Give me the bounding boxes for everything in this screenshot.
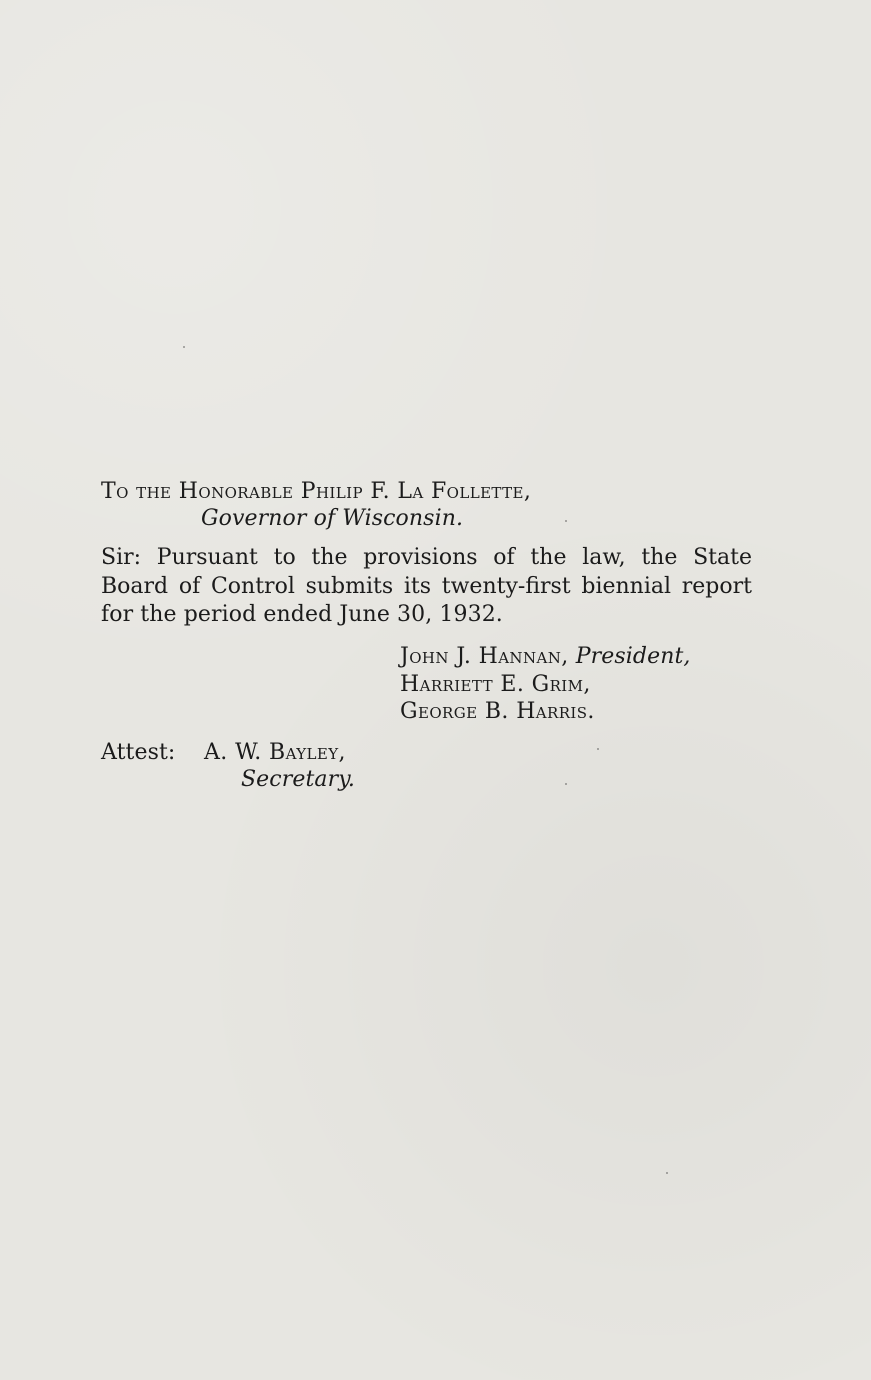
paper-speck [565, 520, 567, 522]
signatory-1-name: John J. Hannan, [400, 644, 569, 669]
address-line-1: To the Honorable Philip F. La Follette, [101, 479, 532, 504]
paper-speck [666, 1172, 668, 1174]
body-line-2: Board of Control submits its twenty-first biennial report [101, 574, 752, 599]
body-line-3: for the period ended June 30, 1932. [101, 602, 503, 627]
signatory-2-name: Harriett E. Grim, [400, 672, 591, 697]
body-line-1: Sir: Pursuant to the provisions of the law, the State [101, 545, 752, 570]
attest-label: Attest: [101, 740, 176, 765]
address-line-2: Governor of Wisconsin. [201, 506, 464, 531]
signatory-1 [400, 644, 691, 670]
paper-speck [183, 346, 185, 348]
attest-title: Secretary. [241, 767, 355, 792]
attest-name: A. W. Bayley, [204, 740, 346, 765]
paper-speck [565, 783, 567, 785]
paper-speck [597, 748, 599, 750]
signatory-3-name: George B. Harris. [400, 699, 595, 724]
signatory-1-title: President, [575, 644, 691, 669]
